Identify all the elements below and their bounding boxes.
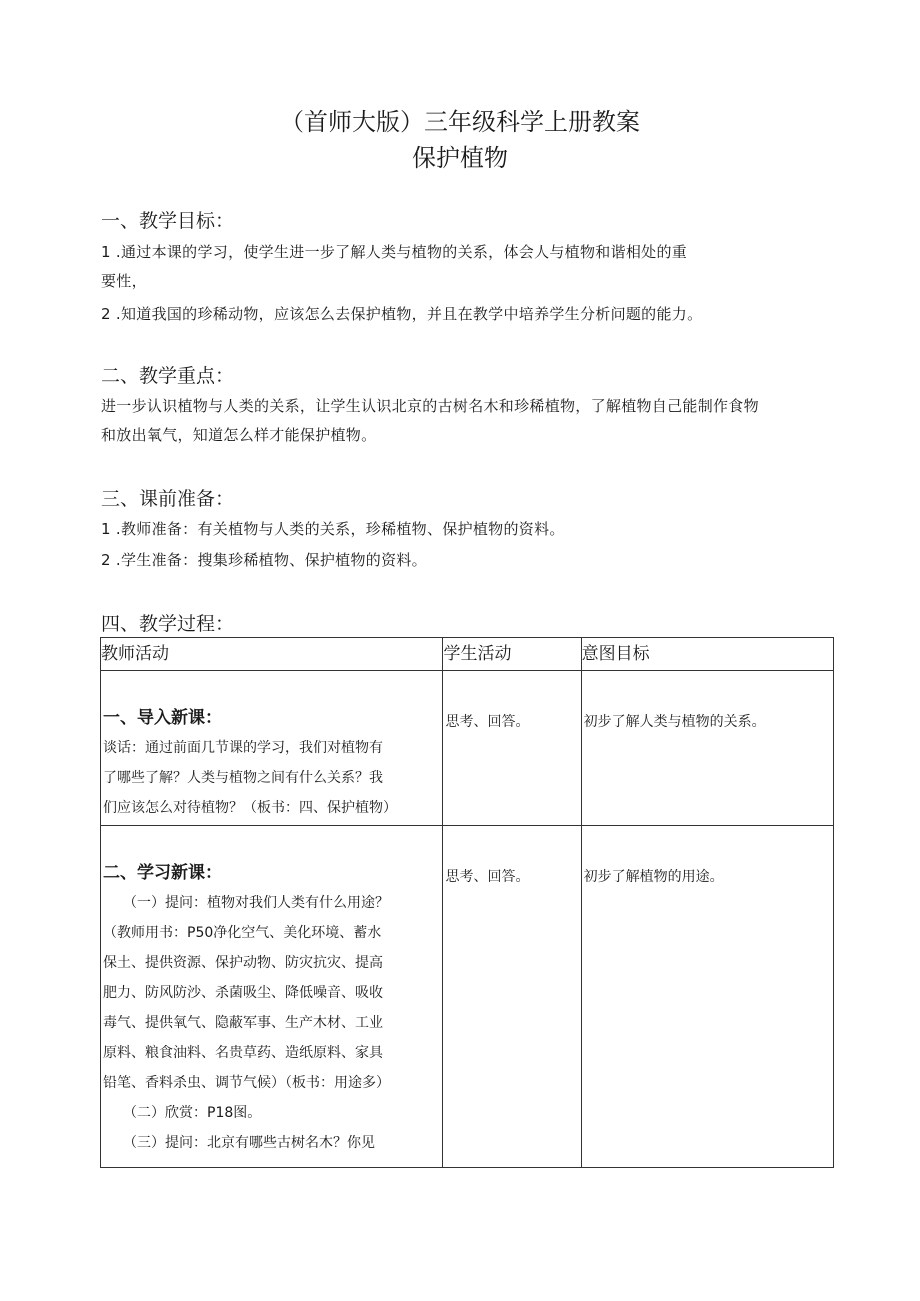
- goal-cell-intro: 初步了解人类与植物的关系。: [581, 671, 833, 826]
- prep-item-2: 2 .学生准备：搜集珍稀植物、保护植物的资料。: [101, 551, 427, 569]
- focus-text: 进一步认识植物与人类的关系，让学生认识北京的古树名木和珍稀植物，了解植物自己能制作食物 和放出氧气，知道怎么样才能保护植物。: [101, 397, 759, 444]
- prep-heading: 三、课前准备：: [101, 488, 235, 510]
- teacher-cell-intro: 一、导入新课： 谈话：通过前面几节课的学习，我们对植物有 了哪些了解？人类与植物之间有什么关系？我 们应该怎么对待植物？（板书：四、保护植物）: [101, 671, 443, 826]
- lesson-process-table: [100, 637, 834, 1168]
- process-heading: 四、教学过程：: [101, 613, 235, 635]
- doc-title: （首师大版）三年级科学上册教案: [280, 108, 640, 136]
- goals-item-2: 2 .知道我国的珍稀动物，应该怎么去保护植物，并且在教学中培养学生分析问题的能力。: [101, 305, 703, 323]
- table-row: [101, 671, 834, 826]
- header-teacher-activity: 教师活动: [101, 638, 443, 671]
- teacher-cell-new-lesson: 二、学习新课： （一）提问：植物对我们人类有什么用途？ （教师用书：P50净化空气、美化环境、蓄水 保土、提供资源、保护动物、防灾抗灾、提高 肥力、防风防沙、杀菌吸尘、降低噪音、吸收 毒气、提供氧气、隐蔽军事、生产木材、工业 原料、粮食油料、名贵草药、造纸原料、家具 铅笔、香料杀虫、调节气候）（板书：用途多） （二）欣赏：P18图。 （三）提问：北京有哪些古树名木？你见: [101, 826, 443, 1168]
- goals-item-1: 1 .通过本课的学习，使学生进一步了解人类与植物的关系，体会人与植物和谐相处的重 要性，: [101, 243, 688, 290]
- new-lesson-title: 二、学习新课：: [103, 863, 222, 883]
- goals-heading: 一、教学目标：: [101, 210, 235, 232]
- student-cell-new-lesson: 思考、回答。: [443, 826, 581, 1168]
- focus-heading: 二、教学重点：: [101, 365, 235, 387]
- table-header-row: [101, 638, 834, 671]
- prep-item-1: 1 .教师准备：有关植物与人类的关系，珍稀植物、保护植物的资料。: [101, 520, 565, 538]
- header-intent-goal: 意图目标: [581, 638, 833, 671]
- student-cell-intro: 思考、回答。: [443, 671, 581, 826]
- header-student-activity: 学生活动: [443, 638, 581, 671]
- intro-title: 一、导入新课：: [103, 708, 222, 728]
- goal-cell-new-lesson: 初步了解植物的用途。: [581, 826, 833, 1168]
- doc-subtitle: 保护植物: [412, 144, 508, 172]
- table-row: [101, 826, 834, 1168]
